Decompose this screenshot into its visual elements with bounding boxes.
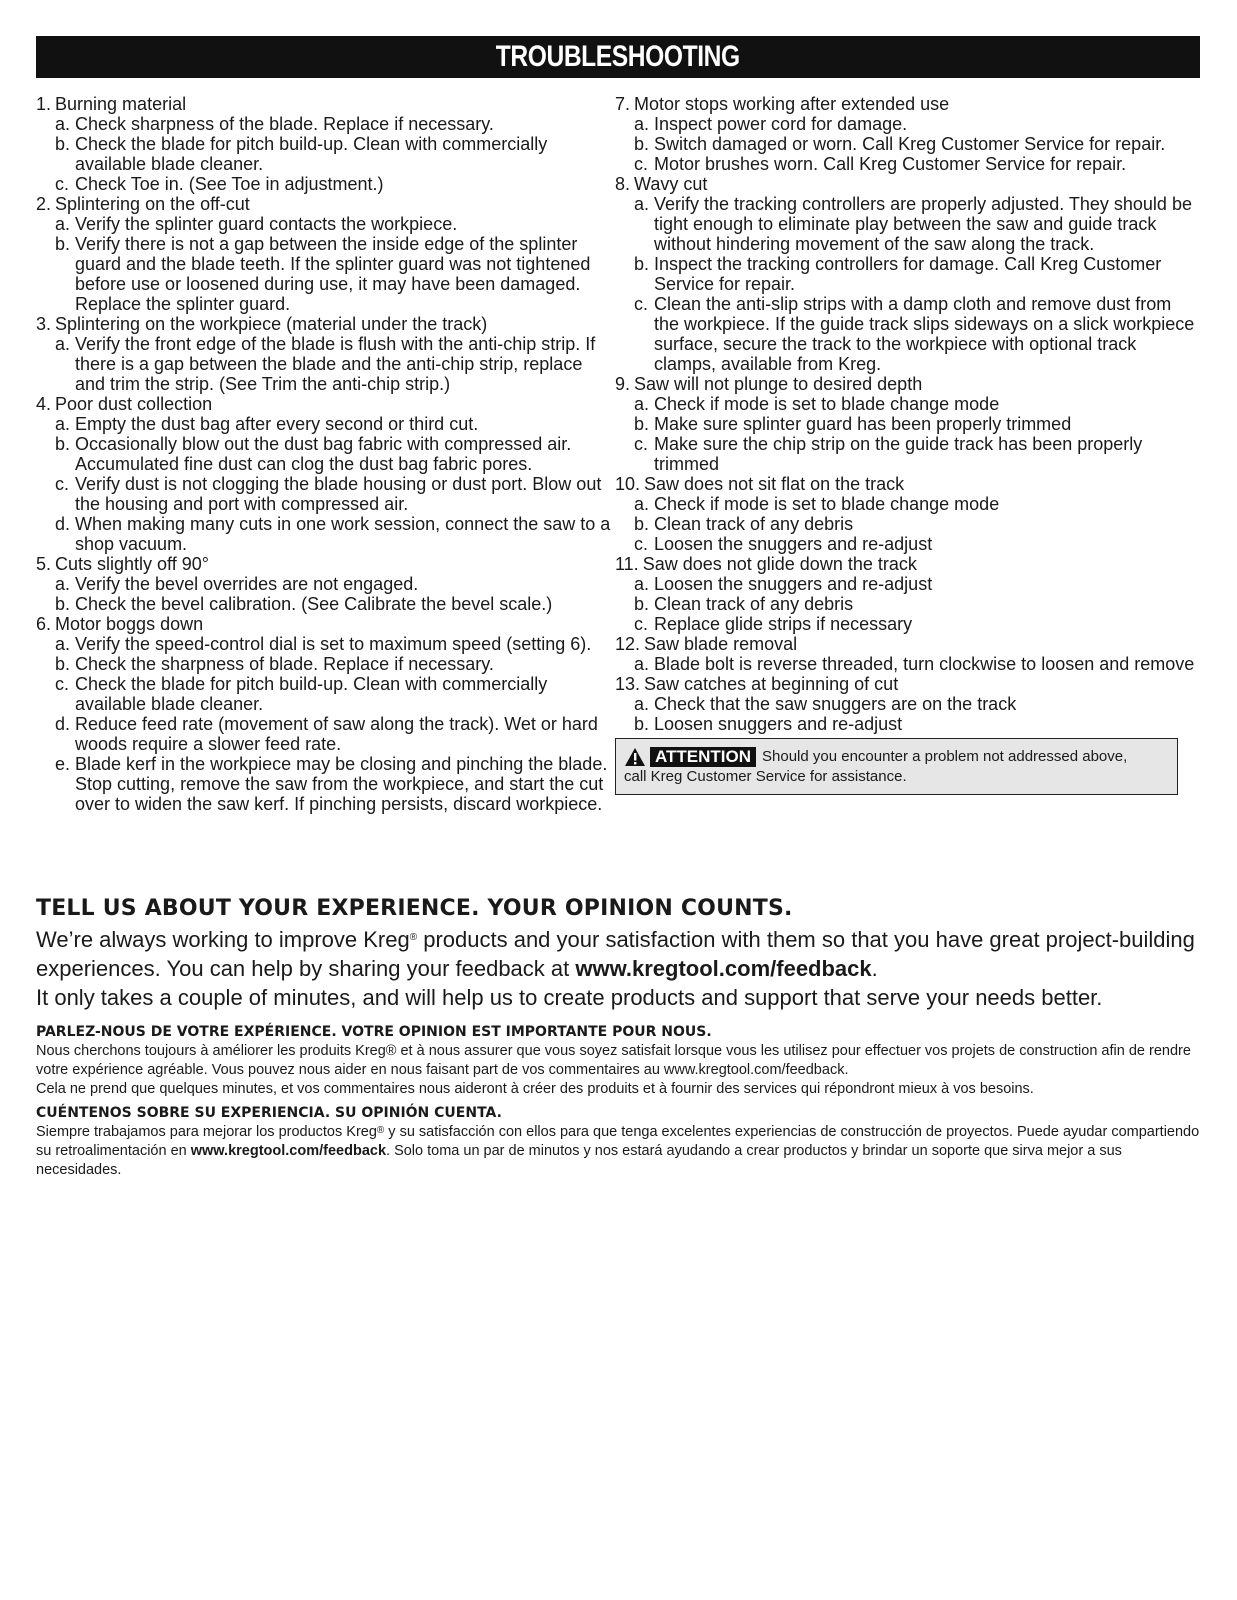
sub-item-letter: b. [634, 714, 650, 734]
sub-item-letter: a. [634, 654, 650, 674]
spanish-body [36, 1123, 1206, 1180]
sub-item-letter: c. [634, 534, 649, 554]
sub-item-text: Check the bevel calibration. (See Calibrate the bevel scale.) [75, 594, 553, 614]
page-title-text: TROUBLESHOOTING [496, 40, 740, 73]
sub-item-text: Make sure splinter guard has been properly trimmed [654, 414, 1072, 434]
troubleshooting-item [615, 474, 1200, 554]
sub-item-text: Check the blade for pitch build-up. Clean with commercially available blade cleaner. [75, 134, 548, 174]
registered-mark-es: ® [376, 1125, 385, 1136]
sub-item-text: Blade bolt is reverse threaded, turn clockwise to loosen and remove [654, 654, 1195, 674]
troubleshooting-item-title [36, 554, 611, 574]
french-body [36, 1042, 1206, 1099]
item-title-text: Saw catches at beginning of cut [644, 674, 899, 694]
spanish-body-text-end: . Solo toma un par de minutos y nos estará ayudando a crear productos y brindar un soporte que sirva mejor a sus necesidades. [36, 1143, 1122, 1178]
feedback-url-link[interactable]: www.kregtool.com/feedback [575, 956, 872, 981]
sub-item-text: Check if mode is set to blade change mode [654, 394, 1000, 414]
troubleshooting-sub-item [36, 474, 611, 514]
french-body-line3: Cela ne prend que quelques minutes, et vos commentaires nous aideront à créer des produits et à fournir des services qui répondront mieux à vos besoins. [36, 1081, 1034, 1097]
troubleshooting-sub-item [615, 694, 1200, 714]
sub-item-text: Make sure the chip strip on the guide track has been properly trimmed [654, 434, 1143, 474]
item-number: 12. [615, 634, 641, 654]
troubleshooting-item [615, 174, 1200, 374]
troubleshooting-left-column [36, 94, 611, 814]
item-title-text: Wavy cut [634, 174, 708, 194]
sub-item-letter: c. [55, 474, 70, 494]
sub-item-letter: b. [55, 654, 71, 674]
sub-item-text: Motor brushes worn. Call Kreg Customer Service for repair. [654, 154, 1127, 174]
sub-item-letter: a. [55, 414, 71, 434]
page-title [36, 36, 1200, 78]
sub-item-letter: b. [634, 414, 650, 434]
sub-item-text: Verify the front edge of the blade is flush with the anti-chip strip. If there is a gap between the blade and the anti-chip strip, replace and trim the strip. (See Trim the anti-chip strip.) [75, 334, 596, 394]
item-number: 2. [36, 194, 52, 214]
sub-item-text: Check that the saw snuggers are on the track [654, 694, 1017, 714]
spanish-body-text: Siempre trabajamos para mejorar los productos Kreg [36, 1124, 377, 1140]
troubleshooting-sub-item [615, 194, 1200, 254]
french-heading: PARLEZ-NOUS DE VOTRE EXPÉRIENCE. VOTRE OPINION EST IMPORTANTE POUR NOUS. [36, 1024, 712, 1040]
sub-item-text: Verify the splinter guard contacts the workpiece. [75, 214, 458, 234]
item-number: 5. [36, 554, 52, 574]
sub-item-letter: a. [55, 574, 71, 594]
troubleshooting-sub-item [615, 394, 1200, 414]
item-number: 8. [615, 174, 631, 194]
troubleshooting-item-title [615, 174, 1200, 194]
feedback-body-text-cont: products and your satisfaction with them so that you have great project-building experiences. You can help by sharing your feedback at [36, 927, 1195, 981]
troubleshooting-item-title [615, 634, 1200, 654]
attention-text-line2: call Kreg Customer Service for assistance. [624, 768, 907, 785]
troubleshooting-sub-item [36, 334, 611, 394]
sub-item-letter: c. [55, 674, 70, 694]
feedback-body-period: . [871, 956, 878, 981]
item-title-text: Saw blade removal [644, 634, 798, 654]
sub-item-text: Occasionally blow out the dust bag fabric with compressed air. Accumulated fine dust can clog the dust bag fabric pores. [75, 434, 572, 474]
sub-item-text: Loosen the snuggers and re-adjust [654, 534, 933, 554]
item-title-text: Motor boggs down [55, 614, 204, 634]
troubleshooting-sub-item [36, 134, 611, 174]
sub-item-letter: b. [55, 434, 71, 454]
troubleshooting-sub-item [36, 654, 611, 674]
sub-item-text: Blade kerf in the workpiece may be closing and pinching the blade. Stop cutting, remove the saw from the workpiece, and start the cut over to widen the saw kerf. If pinching persists, discard workpiece. [75, 754, 608, 814]
sub-item-letter: a. [55, 334, 71, 354]
spanish-body-text-cont: y su satisfacción con ellos para que tenga excelentes experiencias de construcción de proyectos. Puede ayudar compartiendo su retroalimentación en [36, 1124, 1200, 1159]
sub-item-letter: b. [634, 514, 650, 534]
troubleshooting-item [615, 554, 1200, 634]
troubleshooting-item [36, 194, 611, 314]
sub-item-letter: e. [55, 754, 71, 774]
troubleshooting-sub-item [615, 654, 1200, 674]
sub-item-letter: a. [634, 494, 650, 514]
troubleshooting-item [615, 674, 1200, 734]
troubleshooting-sub-item [36, 594, 611, 614]
sub-item-letter: a. [55, 214, 71, 234]
troubleshooting-sub-item [615, 154, 1200, 174]
sub-item-letter: a. [634, 394, 650, 414]
sub-item-letter: a. [634, 574, 650, 594]
troubleshooting-sub-item [36, 514, 611, 554]
troubleshooting-sub-item [615, 614, 1200, 634]
item-number: 11. [615, 554, 639, 574]
sub-item-letter: c. [55, 174, 70, 194]
item-title-text: Splintering on the off-cut [55, 194, 250, 214]
sub-item-letter: c. [634, 434, 649, 454]
troubleshooting-item [615, 94, 1200, 174]
sub-item-letter: b. [55, 594, 71, 614]
registered-mark: ® [409, 932, 418, 943]
spanish-url-link[interactable]: www.kregtool.com/feedback [190, 1143, 387, 1159]
troubleshooting-item-title [615, 554, 1200, 574]
sub-item-letter: d. [55, 714, 71, 734]
troubleshooting-item [36, 394, 611, 554]
item-number: 13. [615, 674, 641, 694]
attention-label: ATTENTION [650, 747, 756, 767]
troubleshooting-sub-item [615, 434, 1200, 474]
troubleshooting-item-title [36, 614, 611, 634]
sub-item-text: Check the blade for pitch build-up. Clean with commercially available blade cleaner. [75, 674, 548, 714]
sub-item-text: Verify the bevel overrides are not engaged. [75, 574, 419, 594]
troubleshooting-sub-item [615, 714, 1200, 734]
troubleshooting-item-title [615, 94, 1200, 114]
troubleshooting-sub-item [615, 414, 1200, 434]
troubleshooting-item-title [36, 194, 611, 214]
sub-item-text: Empty the dust bag after every second or third cut. [75, 414, 479, 434]
troubleshooting-sub-item [36, 414, 611, 434]
feedback-body [36, 925, 1206, 1012]
sub-item-text: Verify dust is not clogging the blade housing or dust port. Blow out the housing and port with compressed air. [75, 474, 602, 514]
troubleshooting-sub-item [615, 494, 1200, 514]
sub-item-letter: a. [634, 194, 650, 214]
troubleshooting-sub-item [36, 674, 611, 714]
sub-item-letter: c. [634, 154, 649, 174]
troubleshooting-item [36, 614, 611, 814]
sub-item-text: When making many cuts in one work session, connect the saw to a shop vacuum. [75, 514, 611, 554]
item-number: 9. [615, 374, 631, 394]
troubleshooting-right-column [615, 94, 1200, 795]
sub-item-letter: c. [634, 614, 649, 634]
troubleshooting-item [36, 314, 611, 394]
sub-item-text: Inspect the tracking controllers for damage. Call Kreg Customer Service for repair. [654, 254, 1162, 294]
troubleshooting-sub-item [615, 134, 1200, 154]
item-title-text: Saw does not glide down the track [642, 554, 917, 574]
item-number: 6. [36, 614, 52, 634]
sub-item-text: Check if mode is set to blade change mode [654, 494, 1000, 514]
item-number: 4. [36, 394, 52, 414]
sub-item-text: Switch damaged or worn. Call Kreg Customer Service for repair. [654, 134, 1166, 154]
attention-box [615, 738, 1178, 795]
attention-text-line1: Should you encounter a problem not addressed above, [762, 748, 1128, 765]
item-number: 3. [36, 314, 52, 334]
troubleshooting-sub-item [615, 534, 1200, 554]
french-body-text: Nous cherchons toujours à améliorer les produits Kreg® et à nous assurer que vous soyez satisfait lorsque vous les utilisez pour effectuer vos projets de construction afin de rendre votre expérience agréable. Vous pouvez nous aider en nous faisant part de vos commentaires au www.kregtool.com/feedback. [36, 1043, 1191, 1078]
sub-item-letter: a. [55, 114, 71, 134]
troubleshooting-sub-item [36, 714, 611, 754]
troubleshooting-item [615, 374, 1200, 474]
troubleshooting-sub-item [36, 634, 611, 654]
troubleshooting-item-title [36, 94, 611, 114]
item-title-text: Burning material [55, 94, 187, 114]
sub-item-text: Loosen the snuggers and re-adjust [654, 574, 933, 594]
feedback-body-text: We’re always working to improve Kreg [36, 927, 410, 952]
troubleshooting-sub-item [615, 574, 1200, 594]
warning-triangle-icon [624, 747, 646, 767]
sub-item-text: Clean the anti-slip strips with a damp cloth and remove dust from the workpiece. If the guide track slips sideways on a slick workpiece surface, secure the track to the workpiece with optional track clamps, available from Kreg. [654, 294, 1195, 374]
sub-item-letter: a. [55, 634, 71, 654]
item-number: 1. [36, 94, 52, 114]
troubleshooting-sub-item [615, 294, 1200, 374]
sub-item-letter: d. [55, 514, 71, 534]
sub-item-letter: b. [634, 594, 650, 614]
item-title-text: Poor dust collection [55, 394, 213, 414]
sub-item-text: Verify the tracking controllers are properly adjusted. They should be tight enough to eliminate play between the saw and guide track without hindering movement of the saw along the track. [654, 194, 1192, 254]
sub-item-text: Verify there is not a gap between the inside edge of the splinter guard and the blade teeth. If the splinter guard was not tightened before use or loosened during use, it may have been damaged. Replace the splinter guard. [75, 234, 591, 314]
troubleshooting-item-title [615, 674, 1200, 694]
item-number: 7. [615, 94, 631, 114]
sub-item-text: Reduce feed rate (movement of saw along the track). Wet or hard woods require a slower feed rate. [75, 714, 598, 754]
sub-item-letter: a. [634, 114, 650, 134]
feedback-section [36, 895, 1206, 1180]
sub-item-letter: a. [634, 694, 650, 714]
troubleshooting-item-title [615, 474, 1200, 494]
sub-item-text: Inspect power cord for damage. [654, 114, 908, 134]
item-title-text: Saw will not plunge to desired depth [634, 374, 923, 394]
item-title-text: Motor stops working after extended use [634, 94, 950, 114]
troubleshooting-sub-item [615, 594, 1200, 614]
troubleshooting-sub-item [36, 174, 611, 194]
sub-item-text: Verify the speed-control dial is set to maximum speed (setting 6). [75, 634, 592, 654]
troubleshooting-item-title [615, 374, 1200, 394]
troubleshooting-item [615, 634, 1200, 674]
item-number: 10. [615, 474, 641, 494]
item-title-text: Saw does not sit flat on the track [644, 474, 905, 494]
troubleshooting-sub-item [36, 234, 611, 314]
troubleshooting-sub-item [36, 434, 611, 474]
troubleshooting-item-title [36, 314, 611, 334]
sub-item-text: Loosen snuggers and re-adjust [654, 714, 903, 734]
sub-item-letter: b. [55, 234, 71, 254]
item-title-text: Cuts slightly off 90° [55, 554, 209, 574]
sub-item-text: Clean track of any debris [654, 514, 854, 534]
sub-item-text: Check Toe in. (See Toe in adjustment.) [75, 174, 384, 194]
feedback-heading: TELL US ABOUT YOUR EXPERIENCE. YOUR OPINION COUNTS. [36, 896, 793, 921]
troubleshooting-sub-item [615, 514, 1200, 534]
troubleshooting-item [36, 554, 611, 614]
spanish-heading: CUÉNTENOS SOBRE SU EXPERIENCIA. SU OPINIÓN CUENTA. [36, 1105, 502, 1121]
troubleshooting-item-title [36, 394, 611, 414]
troubleshooting-item [36, 94, 611, 194]
feedback-body-line3: It only takes a couple of minutes, and will help us to create products and support that serve your needs better. [36, 985, 1103, 1010]
troubleshooting-sub-item [36, 114, 611, 134]
sub-item-text: Check the sharpness of blade. Replace if necessary. [75, 654, 494, 674]
sub-item-text: Check sharpness of the blade. Replace if necessary. [75, 114, 494, 134]
sub-item-text: Clean track of any debris [654, 594, 854, 614]
troubleshooting-sub-item [36, 754, 611, 814]
troubleshooting-sub-item [615, 254, 1200, 294]
sub-item-letter: b. [55, 134, 71, 154]
item-title-text: Splintering on the workpiece (material under the track) [55, 314, 488, 334]
troubleshooting-sub-item [36, 574, 611, 594]
sub-item-letter: c. [634, 294, 649, 314]
troubleshooting-sub-item [36, 214, 611, 234]
sub-item-letter: b. [634, 134, 650, 154]
troubleshooting-sub-item [615, 114, 1200, 134]
sub-item-text: Replace glide strips if necessary [654, 614, 913, 634]
sub-item-letter: b. [634, 254, 650, 274]
